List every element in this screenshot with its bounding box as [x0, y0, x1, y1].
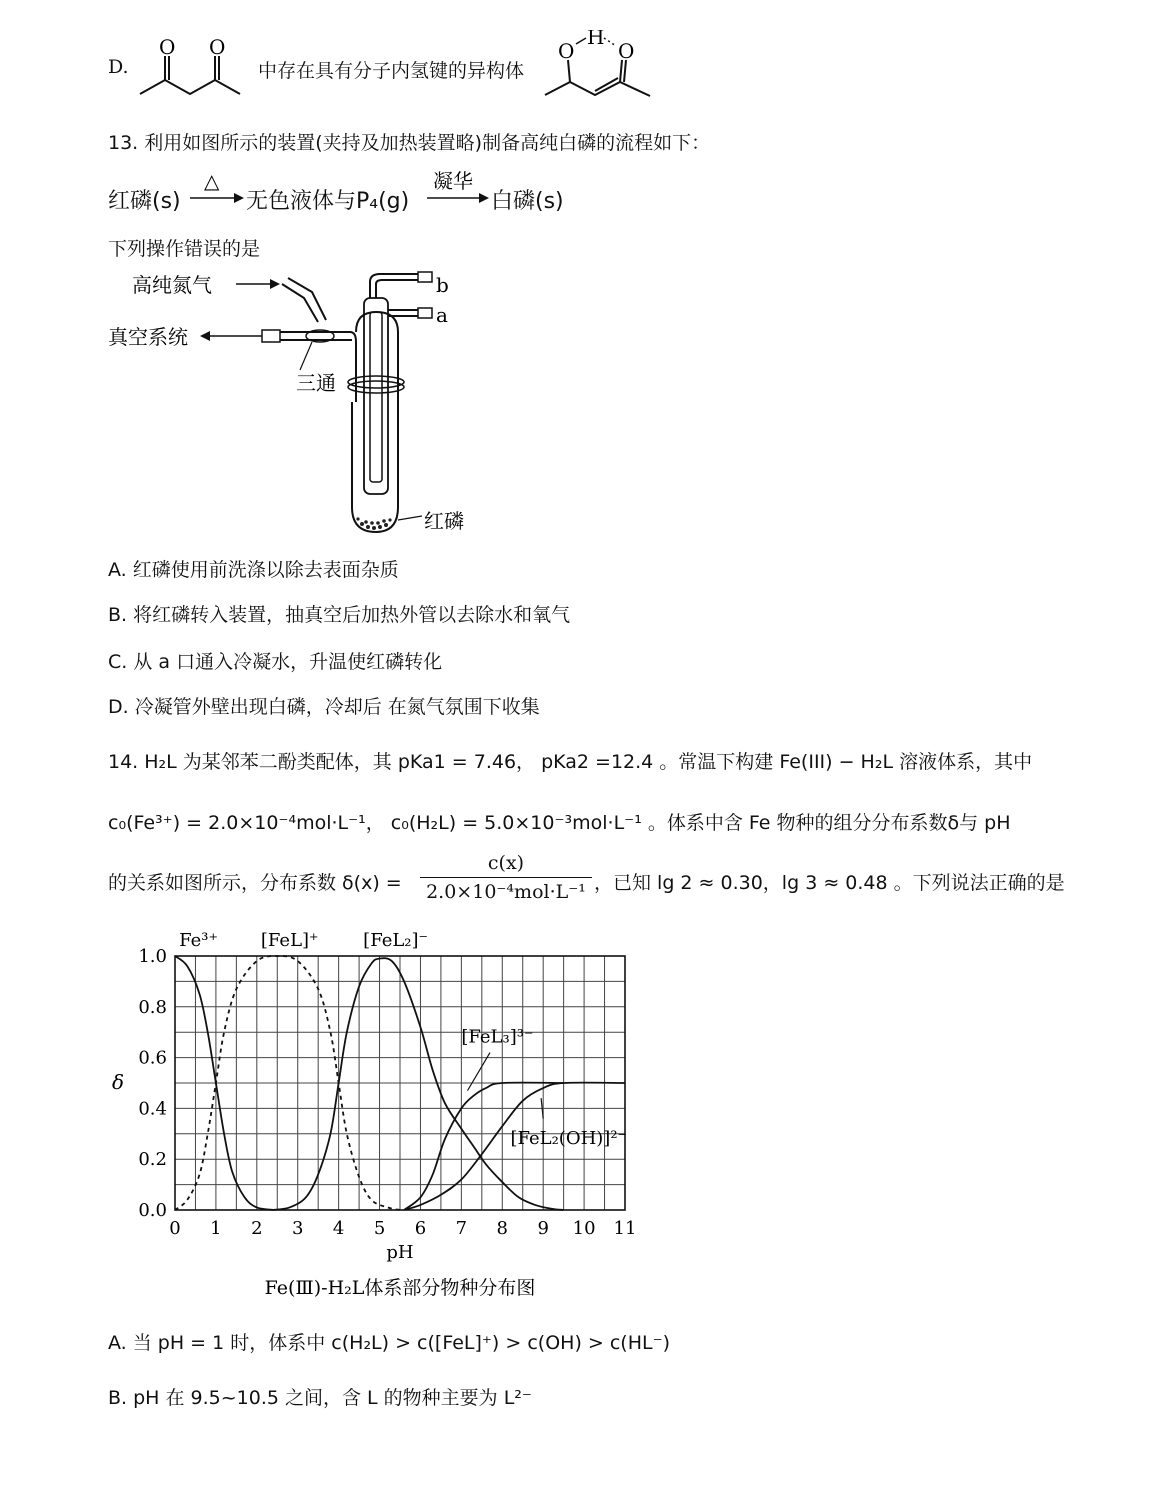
q12-option-d	[108, 56, 129, 78]
x-tick-label: 6	[414, 1218, 427, 1239]
y-tick-label: 0.4	[138, 1098, 167, 1120]
x-tick-label: 10	[572, 1218, 596, 1239]
series-label-0: Fe³⁺	[179, 930, 218, 951]
three-way-label: 三通	[296, 371, 336, 395]
chart-caption: Fe(Ⅲ)-H₂L体系部分物种分布图	[264, 1277, 536, 1299]
y-tick-label: 1.0	[138, 946, 167, 967]
x-tick-label: 1	[210, 1218, 222, 1239]
series-line-2	[273, 958, 563, 1210]
y-tick-label: 0.6	[138, 1047, 167, 1069]
vacuum-label: 真空系统	[108, 325, 188, 349]
x-tick-label: 0	[169, 1218, 181, 1239]
label-pointer-felL3	[468, 1053, 491, 1091]
x-tick-label: 9	[537, 1218, 549, 1239]
q13-option-d: D. 冷凝管外壁出现白磷，冷却后 在氮气氛围下收集	[108, 696, 540, 718]
fraction-denominator: 2.0×10⁻⁴mol·L⁻¹	[420, 877, 592, 903]
heat-symbol: △	[204, 170, 220, 193]
apparatus-diagram	[100, 262, 500, 552]
x-tick-label: 3	[292, 1218, 304, 1239]
y-tick-label: 0.2	[138, 1149, 167, 1171]
series-label-1: [FeL]⁺	[260, 930, 319, 951]
red-p-label: 红磷	[424, 509, 464, 533]
q14-option-a: A. 当 pH = 1 时，体系中 c(H₂L) > c([FeL]⁺) > c(OH) > c(HL⁻)	[108, 1332, 671, 1354]
q14-line1: 14. H₂L 为某邻苯二酚类配体，其 pKa1 = 7.46， pKa2 =12.4 。常温下构建 Fe(III) − H₂L 溶液体系，其中	[108, 751, 1033, 773]
y-tick-label: 0.0	[138, 1200, 167, 1221]
x-tick-label: 11	[613, 1218, 637, 1239]
q14-line2: c₀(Fe³⁺) = 2.0×10⁻⁴mol·L⁻¹， c₀(H₂L) = 5.0×10⁻³mol·L⁻¹ 。体系中含 Fe 物种的组分分布系数δ与 pH	[108, 812, 1011, 834]
q14-line3a: 的关系如图所示，分布系数 δ(x) =	[108, 872, 402, 894]
q13-question: 下列操作错误的是	[108, 238, 261, 260]
q13-option-a: A. 红磷使用前洗涤以除去表面杂质	[108, 559, 399, 581]
argon-label: 高纯氮气	[132, 273, 212, 297]
arrow-deposition	[425, 166, 491, 210]
q13-flow-end: 白磷(s)	[491, 189, 564, 214]
x-tick-label: 7	[455, 1218, 468, 1239]
q13-option-c: C. 从 a 口通入冷凝水，升温使红磷转化	[108, 651, 443, 673]
svg-text:H: H	[587, 30, 605, 49]
series-label-4: [FeL₂(OH)]²⁻	[510, 1127, 628, 1149]
x-tick-label: 2	[251, 1218, 263, 1239]
q14-line3b: ，已知 lg 2 ≈ 0.30，lg 3 ≈ 0.48 。下列说法正确的是	[594, 872, 1065, 894]
enol-structure	[540, 30, 665, 106]
fraction-numerator: c(x)	[487, 852, 525, 874]
svg-text:O: O	[209, 36, 226, 59]
q13-flow-middle: 无色液体与P₄(g)	[246, 189, 410, 214]
x-axis-label: pH	[386, 1242, 414, 1263]
y-axis-label: δ	[112, 1070, 125, 1094]
port-b-label: b	[436, 273, 449, 297]
q13-option-b: B. 将红磷转入装置，抽真空后加热外管以去除水和氧气	[108, 604, 571, 626]
q13-flow-start: 红磷(s)	[108, 189, 181, 214]
distribution-fraction	[420, 852, 592, 903]
deposition-label: 凝华	[433, 169, 473, 193]
x-tick-label: 8	[496, 1218, 508, 1239]
y-tick-label: 0.8	[138, 996, 167, 1018]
series-label-2: [FeL₂]⁻	[363, 930, 429, 951]
species-distribution-chart	[100, 920, 660, 1300]
series-label-3: [FeL₃]³⁻	[461, 1026, 534, 1048]
x-tick-label: 4	[332, 1218, 345, 1239]
svg-text:O: O	[618, 39, 635, 63]
svg-text:O: O	[558, 39, 575, 63]
x-tick-label: 5	[373, 1218, 386, 1239]
svg-text:O: O	[159, 36, 176, 59]
q13-stem: 13. 利用如图所示的装置(夹持及加热装置略)制备高纯白磷的流程如下：	[108, 132, 711, 154]
q12-option-d-text: 中存在具有分子内氢键的异构体	[258, 60, 525, 82]
option-label: D.	[108, 56, 129, 78]
port-a-label: a	[436, 303, 448, 327]
arrow-heat	[188, 170, 246, 210]
q14-option-b: B. pH 在 9.5~10.5 之间，含 L 的物种主要为 L²⁻	[108, 1387, 532, 1409]
acetylacetone-structure	[135, 36, 255, 102]
